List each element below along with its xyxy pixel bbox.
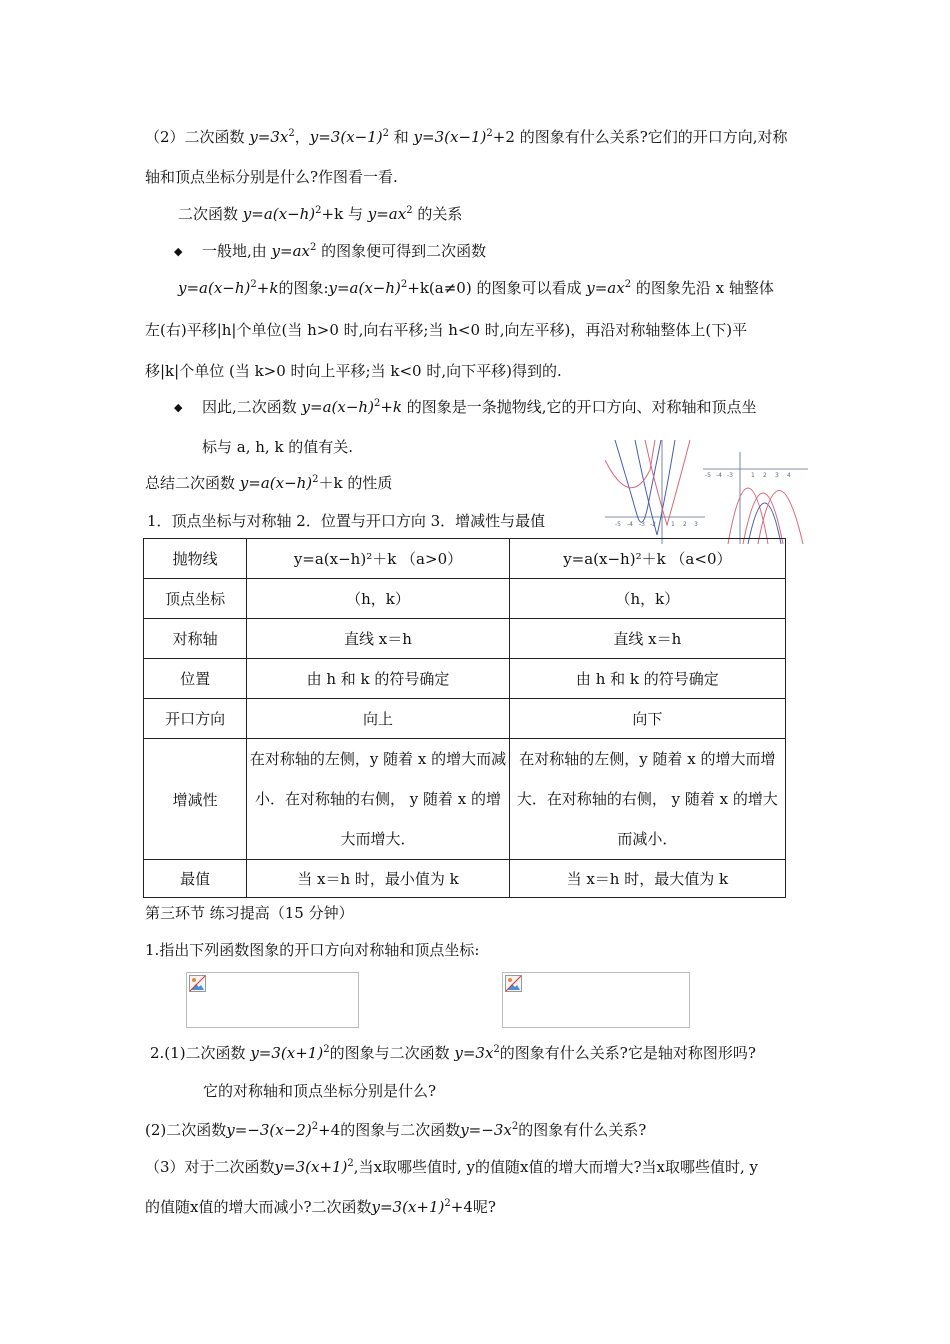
- table-row: [144, 619, 786, 659]
- table-cell: 向上: [247, 699, 509, 739]
- para2-line2: 左(右)平移|h|个单位(当 h>0 时,向右平移;当 h<0 时,向左平移)，再沿对称轴整体上(下)平: [145, 321, 748, 339]
- table-cell: 由 h 和 k 的符号确定: [509, 659, 785, 699]
- table-cell: 直线 x＝h: [247, 619, 509, 659]
- question2-3: （3）对于二次函数$y=3(x+1)^2$,当x取哪些值时, y的值随x值的增大而增大?当x取哪些值时, y: [145, 1158, 759, 1176]
- table-cell: 抛物线: [144, 539, 247, 579]
- table-cell: y=a(x−h)²＋k （a>0）: [247, 539, 509, 579]
- svg-text:1: 1: [751, 472, 755, 479]
- broken-image-icon: [505, 975, 522, 992]
- table-row: [144, 860, 786, 898]
- properties-table: [143, 538, 786, 898]
- question2-2: (2)二次函数$y=-3(x-2)^2+4$的图象与二次函数$y=-3x^2$的图象有什么关系?: [145, 1121, 647, 1139]
- svg-text:1: 1: [671, 521, 675, 528]
- table-cell: 顶点坐标: [144, 579, 247, 619]
- table-cell: 在对称轴的左侧，y 随着 x 的增大而减小．在对称轴的右侧， y 随着 x 的增大而增大．: [247, 739, 509, 860]
- svg-text:-2: -2: [650, 521, 656, 528]
- table-cell: 当 x＝h 时，最小值为 k: [247, 860, 509, 898]
- bullet2-line2: 标与 a, h, k 的值有关.: [202, 438, 354, 456]
- summary-heading: 总结二次函数 $y=a(x-h)^2+k$ 的性质: [145, 474, 393, 492]
- svg-text:-4: -4: [716, 472, 722, 479]
- question2-3-line2: 的值随x值的增大而减小?二次函数$y=3(x+1)^2+4$呢?: [145, 1198, 496, 1216]
- parabola-graph-up: [605, 440, 705, 544]
- table-cell: 当 x＝h 时，最大值为 k: [509, 860, 785, 898]
- table-row: [144, 739, 786, 860]
- bullet-icon: ◆: [174, 245, 183, 258]
- question1: 1.指出下列函数图象的开口方向对称轴和顶点坐标:: [145, 941, 480, 959]
- table-cell: 开口方向: [144, 699, 247, 739]
- table-row: [144, 699, 786, 739]
- table-cell: y=a(x−h)²＋k （a<0）: [509, 539, 785, 579]
- question2-1: 2.(1)二次函数 $y=3(x+1)^2$的图象与二次函数 $y=3x^2$的图象有什么关系?它是轴对称图形吗?: [150, 1044, 756, 1062]
- p1-line1: （2）二次函数 $y=3x^2$，$y=3(x-1)^2$ 和 $y=3(x-1)^2+2$ 的图象有什么关系?它们的开口方向,对称: [145, 128, 788, 146]
- relation-title: 二次函数 $y=a(x-h)^2+k$ 与 $y=ax^2$ 的关系: [178, 205, 463, 223]
- image-placeholder: [502, 972, 690, 1028]
- svg-text:-3: -3: [639, 521, 645, 528]
- broken-image-icon: [189, 975, 206, 992]
- para2-line1: $y=a(x-h)^2+k$的图象$:y=a(x-h)^2+k(a\ne 0)$ 的图象可以看成 $y=ax^2$ 的图象先沿 x 轴整体: [178, 279, 774, 297]
- para2-line3: 移|k|个单位 (当 k>0 时向上平移;当 k<0 时,向下平移)得到的.: [145, 362, 562, 380]
- question2-1-line2: 它的对称轴和顶点坐标分别是什么?: [203, 1082, 437, 1100]
- table-cell: 增减性: [144, 739, 247, 860]
- table-cell: 直线 x＝h: [509, 619, 785, 659]
- svg-text:-5: -5: [705, 472, 711, 479]
- svg-text:4: 4: [787, 472, 791, 479]
- p1-line2: 轴和顶点坐标分别是什么?作图看一看.: [145, 168, 398, 186]
- table-row: [144, 579, 786, 619]
- subheads: 1．顶点坐标与对称轴 2．位置与开口方向 3．增减性与最值: [147, 512, 546, 530]
- image-placeholder: [186, 972, 359, 1028]
- svg-text:3: 3: [694, 521, 698, 528]
- table-cell: 向下: [509, 699, 785, 739]
- svg-text:-5: -5: [615, 521, 621, 528]
- bullet2-line1: 因此,二次函数 $y=a(x-h)^2+k$ 的图象是一条抛物线,它的开口方向、对称轴和顶点坐: [202, 398, 757, 416]
- svg-text:-4: -4: [627, 521, 633, 528]
- table-cell: （h，k）: [247, 579, 509, 619]
- table-cell: 最值: [144, 860, 247, 898]
- table-cell: （h，k）: [509, 579, 785, 619]
- table-cell: 位置: [144, 659, 247, 699]
- svg-text:2: 2: [763, 472, 767, 479]
- svg-text:2: 2: [683, 521, 687, 528]
- table-cell: 在对称轴的左侧，y 随着 x 的增大而增大．在对称轴的右侧， y 随着 x 的增大而减小．: [509, 739, 785, 860]
- bullet-icon: ◆: [174, 401, 183, 414]
- table-row: [144, 659, 786, 699]
- table-row: [144, 539, 786, 579]
- table-cell: 由 h 和 k 的符号确定: [247, 659, 509, 699]
- svg-text:-3: -3: [727, 472, 733, 479]
- svg-text:3: 3: [775, 472, 779, 479]
- bullet1-text: 一般地,由 $y=ax^2$ 的图象便可得到二次函数: [202, 242, 487, 260]
- table-cell: 对称轴: [144, 619, 247, 659]
- section3-heading: 第三环节 练习提高（15 分钟）: [145, 904, 354, 922]
- parabola-graph-down: [703, 452, 808, 544]
